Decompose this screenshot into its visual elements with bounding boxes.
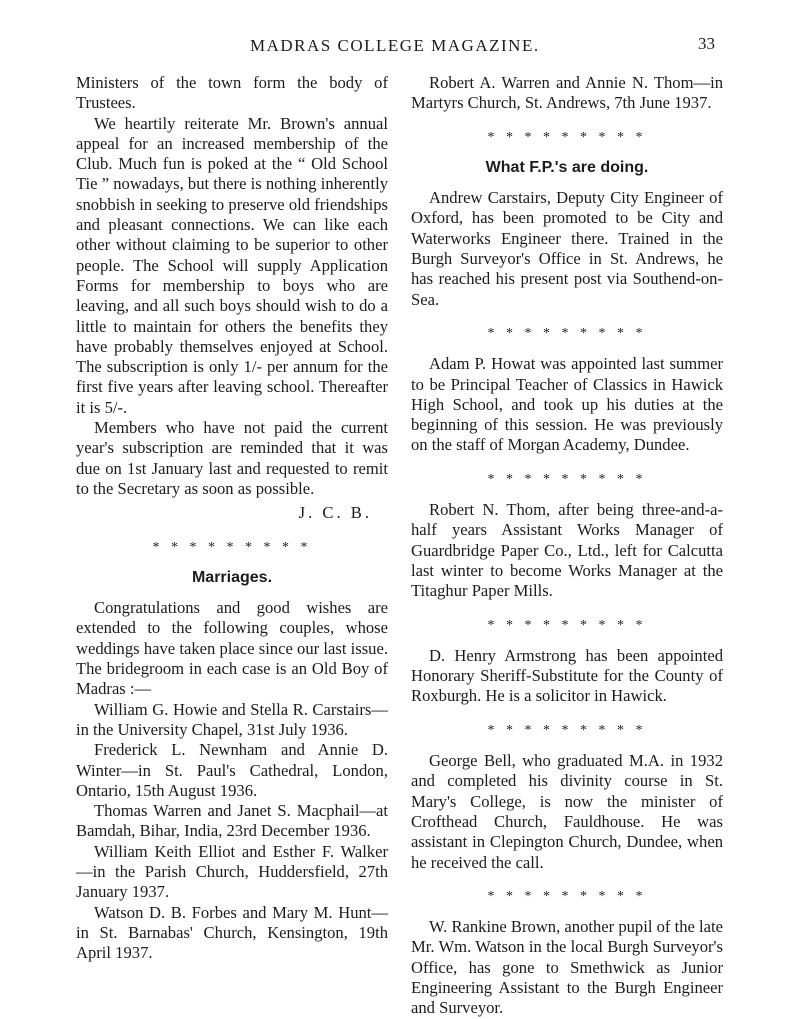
signature: J. C. B. xyxy=(298,503,372,523)
paragraph: Members who have not paid the current year's subscription are reminded that it was due on 1st January last and requested to remit to the Secretary as soon as possible. xyxy=(76,418,388,498)
section-divider: * * * * * * * * * xyxy=(487,325,647,341)
left-column xyxy=(76,73,388,963)
marriage-entry: Frederick L. Newnham and Annie D. Winter—in St. Paul's Cathedral, London, Ontario, 15th August 1936. xyxy=(76,740,388,800)
marriage-entry: Robert A. Warren and Annie N. Thom—in Martyrs Church, St. Andrews, 7th June 1937. xyxy=(411,73,723,113)
section-divider: * * * * * * * * * xyxy=(487,129,647,145)
marriage-entry: Watson D. B. Forbes and Mary M. Hunt—in St. Barnabas' Church, Kensington, 19th April 1937. xyxy=(76,902,388,963)
paragraph: Ministers of the town form the body of Trustees. xyxy=(76,73,388,113)
section-divider: * * * * * * * * * xyxy=(487,722,647,738)
running-head: MADRAS COLLEGE MAGAZINE. xyxy=(250,36,540,55)
news-item: D. Henry Armstrong has been appointed Honorary Sheriff-Substitute for the County of Roxburgh. He is a solicitor in Hawick. xyxy=(411,645,723,706)
marriage-entry: Thomas Warren and Janet S. Macphail—at Bamdah, Bihar, India, 23rd December 1936. xyxy=(76,801,388,841)
section-heading-marriages: Marriages. xyxy=(191,568,273,586)
paragraph: Congratulations and good wishes are extended to the following couples, whose weddings have taken place since our last issue. The bridegroom in each case is an Old Boy of Madras :— xyxy=(76,598,388,699)
section-heading-fp: What F.P.'s are doing. xyxy=(485,158,649,176)
section-divider: * * * * * * * * * xyxy=(487,888,647,904)
section-divider: * * * * * * * * * xyxy=(487,471,647,487)
right-column xyxy=(411,73,723,1019)
paragraph: We heartily reiterate Mr. Brown's annual appeal for an increased membership of the Club. Much fun is poked at the “ Old School Tie ” nowadays, but there is nothing inherently snobbish in seeking to preserve old friendships and pleasant connections. We can like each other without claiming to be superior to other people. The School will supply Application Forms for membership to boys who are leaving, and all such boys should wish to do a little to maintain for others the benefits they have probably themselves enjoyed at School. The subscription is only 1/- per annum for the first five years after leaving school. Thereafter it is 5/-. xyxy=(76,113,388,417)
news-item: W. Rankine Brown, another pupil of the late Mr. Wm. Watson in the local Burgh Surveyor's Office, has gone to Smethwick as Junior Engineering Assistant to the Burgh Engineer and Surveyor. xyxy=(411,917,723,1018)
news-item: George Bell, who graduated M.A. in 1932 and completed his divinity course in St. Mary's College, is now the minister of Crofthead Church, Fauldhouse. He was assistant in Clepington Church, Dundee, when he received the call. xyxy=(411,751,723,872)
section-divider: * * * * * * * * * xyxy=(152,539,312,555)
marriage-entry: William G. Howie and Stella R. Carstairs—in the University Chapel, 31st July 1936. xyxy=(76,699,388,739)
news-item: Robert N. Thom, after being three-and-a-half years Assistant Works Manager of Guardbridge Paper Co., Ltd., left for Calcutta last winter to become Works Manager at the Titaghur Paper Mills. xyxy=(411,500,723,601)
news-item: Adam P. Howat was appointed last summer to be Principal Teacher of Classics in Hawick High School, and took up his duties at the beginning of this session. He was previously on the staff of Morgan Academy, Dundee. xyxy=(411,354,723,455)
section-divider: * * * * * * * * * xyxy=(487,617,647,633)
page-number: 33 xyxy=(698,34,715,53)
marriage-entry: William Keith Elliot and Esther F. Walker—in the Parish Church, Huddersfield, 27th January 1937. xyxy=(76,841,388,902)
news-item: Andrew Carstairs, Deputy City Engineer of Oxford, has been promoted to be City and Waterworks Engineer there. Trained in the Burgh Surveyor's Office in St. Andrews, he has reached his present post via Southend-on-Sea. xyxy=(411,188,723,309)
